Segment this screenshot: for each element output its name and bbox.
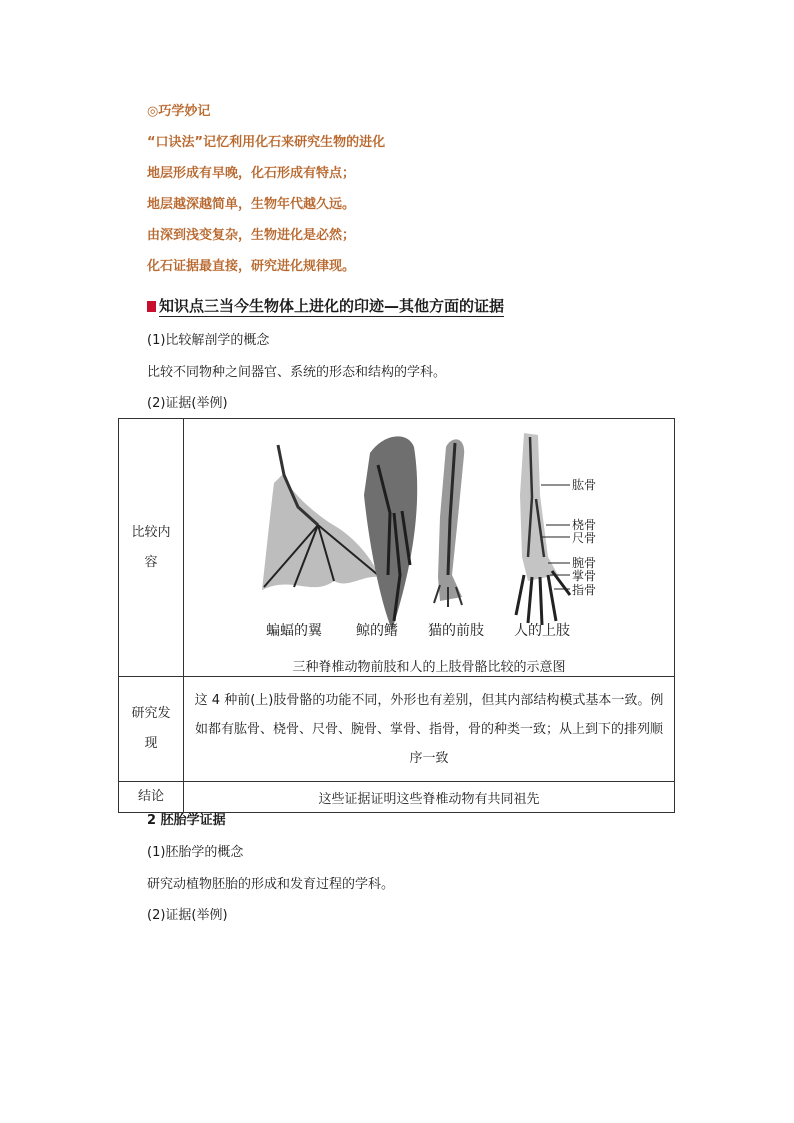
anatomy-title: (1)比较解剖学的概念	[147, 333, 270, 348]
heading-marker-icon	[147, 301, 156, 312]
figure-label-whale: 鲸的鳍	[356, 623, 398, 639]
tips-line-1: “口诀法”记忆利用化石来研究生物的进化	[147, 135, 386, 150]
anatomy-definition: 比较不同物种之间器官、系统的形态和结构的学科。	[147, 365, 447, 380]
section-heading-text: 知识点三当今生物体上进化的印迹—其他方面的证据	[159, 297, 505, 315]
tips-line-3: 地层越深越简单，生物年代越久远。	[147, 197, 356, 212]
embryo-concept-title: (1)胚胎学的概念	[147, 845, 244, 860]
table-row	[119, 677, 675, 782]
bat-wing-image	[262, 445, 380, 590]
row-label-findings-a: 研究发	[131, 706, 171, 721]
findings-text: 这 4 种前(上)肢骨骼的功能不同，外形也有差别，但其内部结构模式基本一致。例如都有肱骨、桡骨、尺骨、腕骨、掌骨、指骨，骨的种类一致；从上到下的排列顺序一致	[184, 677, 675, 782]
embryo-concept-definition: 研究动植物胚胎的形成和发育过程的学科。	[147, 877, 395, 892]
figure-label-human: 人的上肢	[514, 623, 570, 639]
bone-label-metacarpal: 掌骨	[572, 569, 597, 583]
bone-label-radius: 桡骨	[572, 518, 597, 532]
row-label-compare	[119, 419, 184, 677]
figure-label-bat: 蝙蝠的翼	[266, 623, 322, 639]
tips-heading: ◎巧学妙记	[147, 104, 211, 119]
bone-label-humerus: 肱骨	[572, 478, 597, 492]
bone-label-phalanx: 指骨	[572, 583, 597, 597]
row-label-compare-a: 比较内	[131, 524, 171, 540]
whale-fin-image	[364, 436, 417, 630]
row-label-findings-b: 现	[144, 736, 158, 751]
tips-line-5: 化石证据最直接，研究进化规律现。	[147, 259, 356, 274]
figure-label-cat: 猫的前肢	[428, 623, 484, 639]
embryo-evidence-label: (2)证据(举例)	[147, 908, 228, 923]
evidence-table	[118, 418, 675, 813]
human-limb-image	[516, 433, 570, 625]
figure-caption: 三种脊椎动物前肢和人的上肢骨骼比较的示意图	[292, 660, 566, 675]
conclusion-text: 这些证据证明这些脊椎动物有共同祖先	[184, 782, 675, 813]
row-label-conclusion: 结论	[119, 782, 184, 813]
figure-cell	[184, 419, 675, 677]
tips-line-4: 由深到浅变复杂，生物进化是必然；	[147, 228, 356, 243]
forelimb-figure	[252, 425, 612, 645]
cat-limb-image	[434, 439, 464, 607]
tips-line-2: 地层形成有早晚，化石形成有特点；	[147, 166, 356, 181]
table-row	[119, 419, 675, 677]
row-label-findings	[119, 677, 184, 782]
bone-label-carpal: 腕骨	[572, 556, 597, 570]
bone-label-ulna: 尺骨	[572, 531, 597, 545]
table-row	[119, 782, 675, 813]
section-heading	[147, 295, 504, 317]
row-label-compare-b: 容	[144, 554, 158, 570]
evidence-label: (2)证据(举例)	[147, 396, 228, 411]
embryo-heading: 2 胚胎学证据	[147, 813, 226, 828]
